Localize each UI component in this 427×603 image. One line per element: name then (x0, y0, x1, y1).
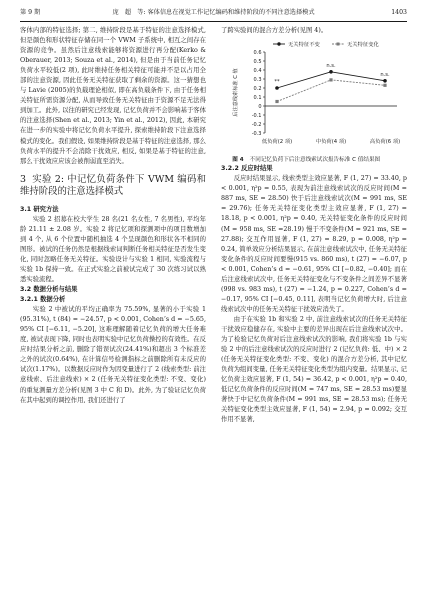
legend-marker-changed (337, 43, 340, 46)
x-category-label: 中负荷(4 项) (315, 139, 347, 146)
y-tick-label: 0.5 (253, 58, 262, 65)
subsection-heading: 3.1 研究方法 (20, 205, 59, 213)
legend-marker-unchanged (277, 42, 280, 45)
figure-caption (221, 156, 407, 164)
left-column (20, 26, 206, 406)
significance-marker: n.s. (380, 71, 390, 78)
running-header (20, 7, 407, 19)
right-column (221, 26, 407, 425)
issue-number: 第 9 期 (20, 9, 41, 16)
chart-legend (273, 40, 379, 48)
x-category-label: 高负荷(6 项) (369, 139, 401, 146)
data-point (275, 100, 278, 103)
data-point (383, 84, 386, 87)
data-point (275, 86, 279, 90)
paragraph: 由于在实验 1b 和实验 2 中, 前注意线索试次的任务无关特征干扰效应稳健存在, 实验中主要的差异出现在后注意线索试次中。为了检验记忆负荷对后注意线索试次的影响, 我们将实验 1b 与实验 2 中的后注意线索试次的反应时进行 2 (记忆负荷: 低、中) × 2 (任务无关特征变化类型: 不变、变化) 的混合方差分析, 其中记忆负荷为组间变量, 任务无关特征变化类型为组内变量。结果显示, 记忆负荷主效应显著, F (1, 54) = 36.42, p < 0.001, η²p = 0.40, 低记忆负荷条件的反应时间(M = 747 ms, SE = 28.53 ms)要显著快于中记忆负荷条件(M = 991 ms, SE = 28.53 ms); 任务无关特征变化类型主效应显著, F (1, 54) = 2.94, p = 0.092; 交互作用不显著, (221, 315, 407, 424)
data-point (329, 78, 332, 81)
data-point (329, 70, 333, 74)
running-title: 庞 超 等: 客体信息在视觉工作记忆编码和维持阶段的不同注意选择模式 (112, 9, 315, 16)
legend-label-changed: 无关特征变化 (347, 42, 379, 49)
line-chart (221, 36, 407, 154)
significance-marker: n.s. (326, 62, 336, 69)
y-tick-label: -0.3 (251, 130, 262, 137)
y-tick-label: 0.1 (253, 94, 262, 101)
figure-caption-text: 不同记忆负荷下后注意线索试次报告标准 C 值结果图 (249, 157, 381, 164)
section-title: 实验 2: 中记忆负荷条件下 VWM 编码和维持阶段的注意选择模式 (20, 173, 206, 198)
subsection-heading: 3.2.2 反应时结果 (221, 165, 273, 173)
figure-label: 图 4 (232, 157, 244, 164)
y-tick-label: -0.1 (251, 112, 262, 119)
paragraph: 实验 2 中被试的平均正确率为 75.59%, 显著的小于实验 1 (95.31%), t (84) = −24.57, p < 0.001, Cohen’s d = −5.65, 95% CI [−6.11, −5.20], 这难理解随着记忆负荷的增大任务难度, 被试表现下降, 同时也表明实验中记忆负荷操控的有效性。在反应时结果分析之前, 删除了错误试次(24.41%)和超出 3 个标准差之外的试次(0.64%), 在计算信号检测指标之前删除所有未反应的试次(1.17%)。以数据反应时作为因变量进行了 2 (线索类型: 前注意线索、后注意线索) × 2 (任务无关特征变化类型: 不变、变化) 的重复测量方差分析(见图 3 中 C 和 D)。此外, 为了验证记忆负荷在其中起到的调控作用, 我们还进行了 (20, 306, 206, 404)
section-heading (20, 174, 206, 199)
y-tick-label: 0.6 (253, 49, 262, 56)
y-tick-label: -0.2 (251, 121, 262, 128)
data-point (383, 79, 387, 83)
paragraph: 了跨实验间的混合方差分析(见图 4)。 (221, 27, 328, 34)
paragraph: 实验 2 招募在校大学生 28 名(21 名女性, 7 名男性), 平均年龄 21.11 ± 2.08 岁。实验 2 将记忆项和探测项中的项目数增加到 4 个, 从 6 个位置中随机抽选 4 个呈现颜色和形状各不相同的图形。被试的任务仍然是根据线索词判断任务相关特征是否发生变化, 同时忽略任务无关特征。实验设计与实验 1 相同, 实验流程与实验 1b 保持一致。在正式实验之前被试完成了 30 次练习试以熟悉实验流程。 (20, 215, 206, 283)
y-tick-label: 0.2 (253, 85, 262, 92)
y-tick-label: 0 (258, 103, 262, 110)
header-rule (20, 21, 407, 22)
paragraph: 反应时结果显示, 线索类型主效应显著, F (1, 27) = 33.40, p < 0.001, η²p = 0.55, 表现为前注意线索试次的反应时间(M = 887 ms, SE = 28.50) 快于后注意线索试次(M = 991 ms, SE = 29.76); 任务无关特征变化类型主效应显著, F (1, 27) = 18.18, p < 0.001, η²p = 0.40, 无关特征变化条件的反应时间(M = 958 ms, SE =28.19) 慢于不变条件(M = 921 ms, SE = 27.88); 交互作用显著, F (1, 27) = 8.29, p = 0.008, η²p = 0.24, 简单效应分析结果显示, 在前注意线索试次中, 任务无关特征变化条件的反应时间要慢(915 vs. 860 ms), t (27) = −6.07, p < 0.001, Cohen’s d = −0.61, 95% CI [−0.82, −0.40]; 而在后注意线索试次中, 任务无关特征变化与不变条件之间差异不显著(998 vs. 983 ms), t (27) = −1.24, p = 0.227, Cohen’s d = −0.17, 95% CI [−0.45, 0.11], 表明当记忆负荷增大时, 后注意线索试次中的任务无关特征干扰效应消失了。 (221, 175, 407, 313)
subsubsection-heading: 3.2.1 数据分析 (20, 296, 66, 304)
paragraph: 客体内部的特征选择; 第二, 维持阶段是基于特征的注意选择模式, 但是颜色和形状特征存储在同一个 VWM 子系统中, 相互之间存在资源的竞争。虽然后注意线索能够将资源进行再分配(Kerko & Oberauer, 2013; Souza et al., 2014), 但是由于当前任务记忆负荷水平较低(2 项), 此时维持任务相关特征可能并不是以占用全部的注意资源, 因此任务无关特征获取了剩余的资源。这一猜想也与 Lavie (2005)的负载理论相似, 即在高负载条件下, 由于任务相关特征所需资源分配, 从而导致任务无关特征由于资源不足无法得到加工。此外, 以往的研究已经发现, 记忆负荷并不会影响基于客体的注意选择(Shen et al., 2013; Yin et al., 2012), 因此, 本研究在进一步的实验中将记忆负荷水平提升, 探索维持阶段下注意选择模式的变化。我们假设, 如果维持阶段是基于特征的注意选择, 那么负荷水平的提升不会消除干扰效应, 相反, 如果是基于特征的注意, 那么干扰效应应该会被削弱直至消失。 (20, 27, 206, 165)
y-tick-label: 0.3 (253, 76, 262, 83)
significance-marker: ** (274, 79, 280, 86)
y-tick-label: 0.4 (253, 67, 262, 74)
figure-4 (221, 36, 407, 154)
y-axis-label: 后注意线索标准 C 值 (233, 68, 239, 117)
subsection-heading: 3.2 数据分析与结果 (20, 286, 78, 294)
legend-label-unchanged: 无关特征不变 (288, 42, 320, 49)
section-number: 3 (20, 173, 26, 185)
page-number: 1403 (391, 9, 407, 16)
x-category-label: 低负荷(2 项) (261, 139, 293, 146)
